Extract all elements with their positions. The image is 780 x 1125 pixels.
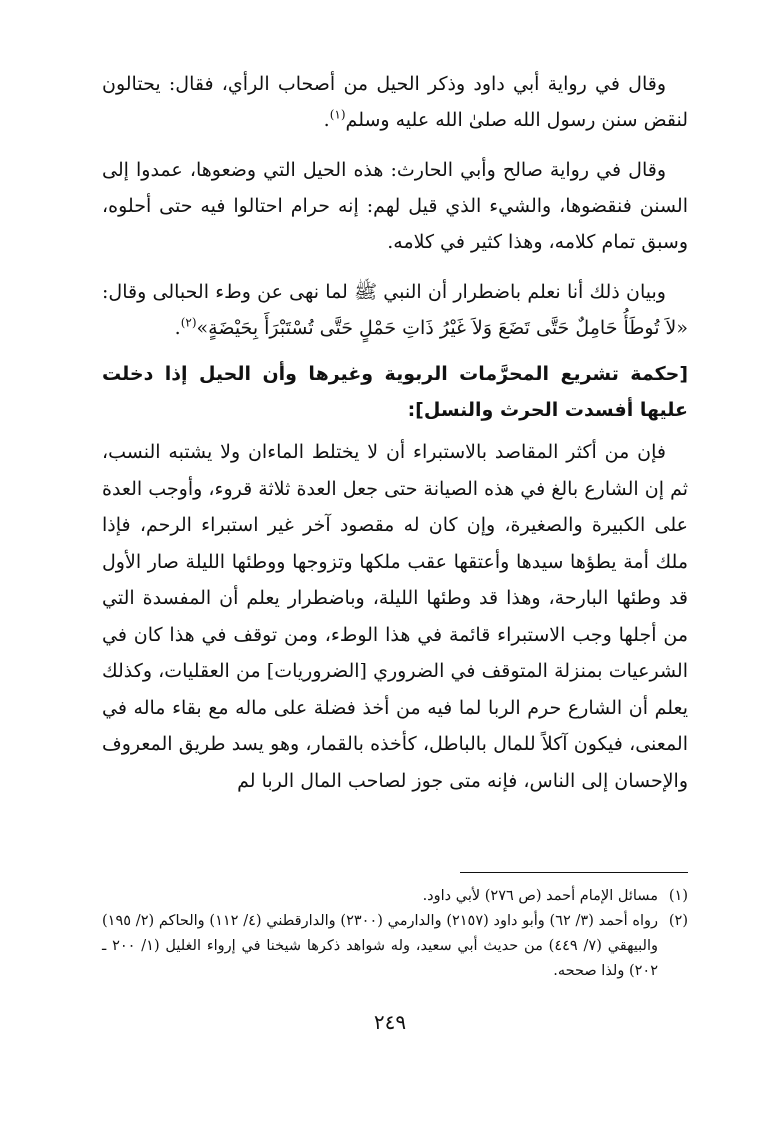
footnote-1 (102, 884, 688, 909)
section-heading: [حكمة تشريع المحرَّمات الربوية وغيرها وأن الحيل إذا دخلت عليها أفسدت الحرث والنسل]: (102, 363, 688, 421)
paragraph-hadith (102, 274, 688, 346)
footnote-text: مسائل الإمام أحمد (ص ٢٧٦) لأبي داود. (422, 888, 658, 904)
paragraph-end: . (174, 317, 181, 339)
paragraph-text: وقال في رواية صالح وأبي الحارث: هذه الحيل التي وضعوها، عمدوا إلى السنن فنقضوها، والشيء الذي قيل لهم: إنه حرام احتالوا فيه حتى أحلوه، وسبق تمام كلامه، وهذا كثير في كلامه. (102, 159, 688, 253)
footnotes (102, 884, 688, 984)
paragraph-text: وبيان ذلك أنا نعلم باضطرار أن النبي ﷺ لما نهى عن وطء الحبالى وقال: «لاَ تُوطَأُ حَامِلٌ حَتَّى تَضَعَ وَلاَ غَيْرُ ذَاتِ حَمْلٍ حَتَّى تُسْتَبْرَأَ بِحَيْضَةٍ» (102, 281, 688, 339)
paragraph-salih (102, 152, 688, 260)
paragraph-abu-dawud (102, 66, 688, 138)
footnote-divider (460, 872, 688, 873)
footnote-number: (٢) (668, 913, 688, 929)
page-number: ٢٤٩ (373, 1010, 407, 1034)
paragraph-text: وقال في رواية أبي داود وذكر الحيل من أصحاب الرأي، فقال: يحتالون لنقض سنن رسول الله صلىٰ الله عليه وسلم (102, 73, 688, 131)
footnote-text: رواه أحمد (٣/ ٦٢) وأبو داود (٢١٥٧) والدارمي (٢٣٠٠) والدارقطني (٤/ ١١٢) والحاكم (٢/ ١٩٥) والبيهقي (٧/ ٤٤٩) من حديث أبي سعيد، وله شواهد ذكرها شيخنا في إرواء الغليل (١/ ٢٠٠ ـ ٢٠٢) ولذا صححه. (102, 913, 658, 979)
paragraph-end: . (323, 109, 330, 131)
section-body: فإن من أكثر المقاصد بالاستبراء أن لا يختلط الماءان ولا يشتبه النسب، ثم إن الشارع بالغ في هذه الصيانة حتى جعل العدة ثلاثة قروء، وأوجب العدة على الكبيرة والصغيرة، وإن كان له مقصود آخر غير استبراء الرحم، فإذا ملك أمة يطؤها سيدها وأعتقها عقب ملكها وتزوجها ووطئها الليلة صار الأول قد وطئها البارحة، وهذا قد وطئها الليلة، وباضطرار يعلم أن المفسدة التي من أجلها وجب الاستبراء قائمة في هذا الوطء، ومن توقف في هذا كان في الشرعيات بمنزلة المتوقف في الضروري [الضروريات] من العقليات، وكذلك يعلم أن الشارع حرم الربا لما فيه من أخذ فضلة على ماله مع بقاء ماله في المعنى، فيكون آكلاً للمال بالباطل، كأخذه بالقمار، وهو يسد طريق المعروف والإحسان إلى الناس، فإنه متى جوز لصاحب المال الربا لم (102, 441, 688, 792)
footnote-number: (١) (668, 888, 688, 904)
footnote-2 (102, 909, 688, 984)
footnote-ref-2: (٢) (180, 315, 197, 330)
footnote-ref-1: (١) (329, 107, 346, 122)
